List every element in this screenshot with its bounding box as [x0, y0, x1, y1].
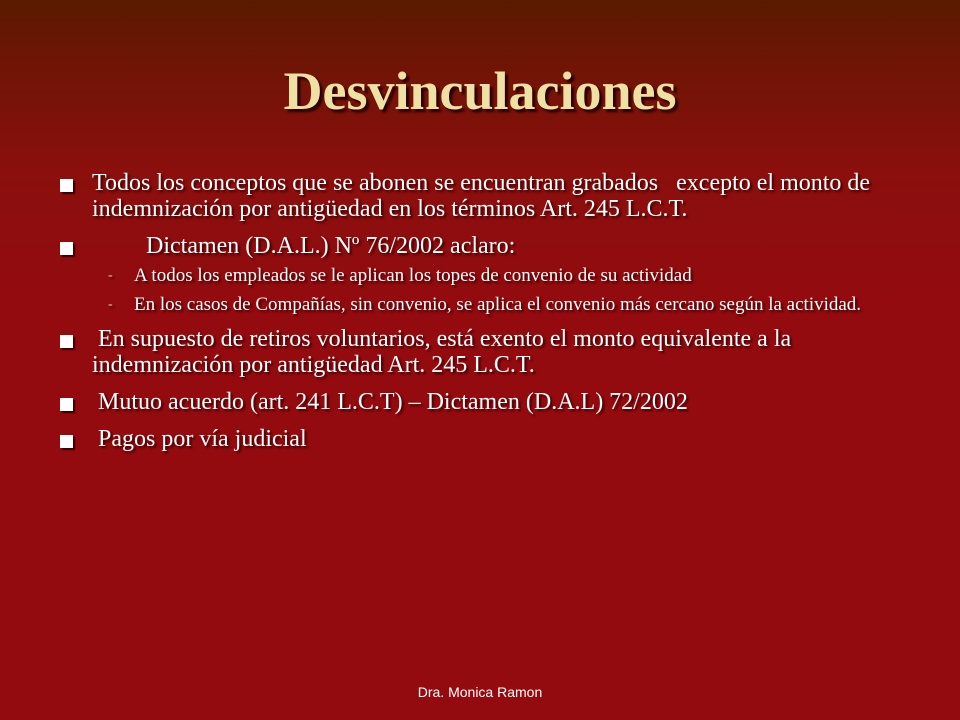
bullet-item [56, 389, 916, 415]
bullet-text: Todos los conceptos que se abonen se encuentran grabados excepto el monto de indemnización por antigüedad en los términos Art. 245 L.C.T. [92, 170, 877, 222]
bullet-text: Dictamen (D.A.L.) Nº 76/2002 aclaro: [92, 233, 516, 259]
square-bullet-icon [60, 398, 73, 411]
square-bullet-icon [60, 335, 73, 348]
bullet-item [56, 170, 916, 222]
bullet-text: En supuesto de retiros voluntarios, está exento el monto equivalente a la indemnización por antigüedad Art. 245 L.C.T. [92, 326, 798, 378]
bullet-item [56, 233, 916, 315]
square-bullet-icon [60, 435, 73, 448]
sub-bullet-list [92, 265, 916, 315]
sub-bullet-text: En los casos de Compañías, sin convenio, se aplica el convenio más cercano según la actividad. [134, 294, 862, 315]
square-bullet-icon [60, 242, 73, 255]
sub-bullet-item [56, 265, 916, 286]
bullet-text: Mutuo acuerdo (art. 241 L.C.T) – Dictamen (D.A.L) 72/2002 [92, 389, 688, 415]
sub-bullet-text: A todos los empleados se le aplican los topes de convenio de su actividad [134, 265, 692, 286]
slide-footer: Dra. Monica Ramon [417, 684, 543, 700]
bullet-list [56, 170, 916, 463]
sub-bullet-item [56, 294, 916, 315]
bullet-item [56, 326, 916, 378]
bullet-text: Pagos por vía judicial [92, 426, 307, 452]
square-bullet-icon [60, 179, 73, 192]
dash-bullet-icon: - [108, 297, 113, 312]
bullet-item [56, 426, 916, 452]
dash-bullet-icon: - [108, 268, 113, 283]
slide-title: Desvinculaciones [283, 61, 677, 121]
